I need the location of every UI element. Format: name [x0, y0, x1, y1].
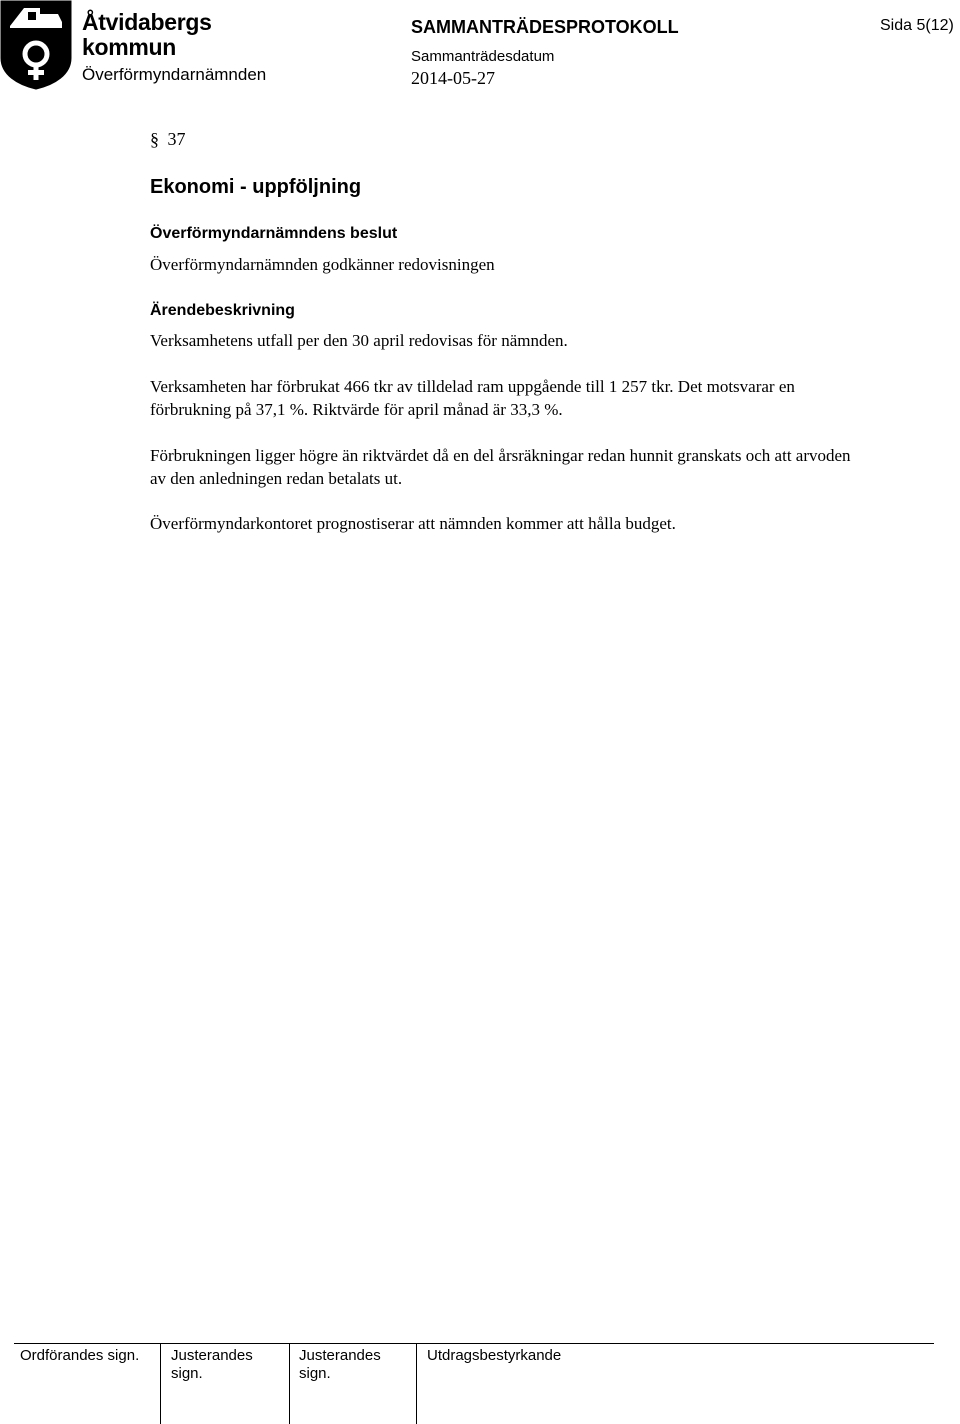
municipal-logo [0, 0, 72, 90]
organization-name [82, 10, 212, 60]
coat-of-arms-icon [0, 0, 72, 90]
footer-divider [289, 1343, 290, 1424]
description-paragraph-2: Verksamheten har förbrukat 466 tkr av tilldelad ram uppgående till 1 257 tkr. Det motsvarar en förbrukning på 37,1 %. Riktvärde för april månad är 33,3 %. [150, 377, 795, 419]
decision-text: Överförmyndarnämnden godkänner redovisningen [150, 255, 495, 274]
adjuster-signature-label-1: Justerandes [171, 1347, 253, 1364]
description-paragraph-3: Förbrukningen ligger högre än riktvärdet då en del årsräkningar redan hunnit granskats och att arvoden av den anledningen redan betalats ut. [150, 446, 851, 488]
chair-signature-label: Ordförandes sign. [20, 1347, 140, 1364]
organization-unit: Överförmyndarnämnden [82, 65, 267, 84]
extract-certification-label: Utdragsbestyrkande [427, 1347, 562, 1364]
meeting-date-value: 2014-05-27 [411, 68, 495, 88]
organization-name-line2: kommun [82, 34, 177, 60]
description-paragraph-1: Verksamhetens utfall per den 30 april redovisas för nämnden. [150, 331, 568, 350]
section-title: Ekonomi - uppföljning [150, 176, 362, 198]
footer-divider [416, 1343, 417, 1424]
decision-heading: Överförmyndarnämndens beslut [150, 225, 398, 242]
section-number-value: 37 [167, 129, 186, 149]
meeting-date-label: Sammanträdesdatum [411, 48, 555, 65]
adjuster-signature-sub-1: sign. [171, 1365, 203, 1382]
footer-divider [160, 1343, 161, 1424]
organization-name-line1: Åtvidabergs [82, 9, 212, 35]
page-number: Sida 5(12) [880, 17, 954, 34]
footer-top-border [14, 1343, 934, 1344]
adjuster-signature-sub-2: sign. [299, 1365, 331, 1382]
section-number [150, 128, 186, 150]
paragraph-sign: § [150, 129, 159, 149]
description-heading: Ärendebeskrivning [150, 302, 295, 319]
document-type: SAMMANTRÄDESPROTOKOLL [411, 17, 679, 37]
adjuster-signature-label-2: Justerandes [299, 1347, 381, 1364]
description-paragraph-4: Överförmyndarkontoret prognostiserar att nämnden kommer att hålla budget. [150, 514, 676, 533]
